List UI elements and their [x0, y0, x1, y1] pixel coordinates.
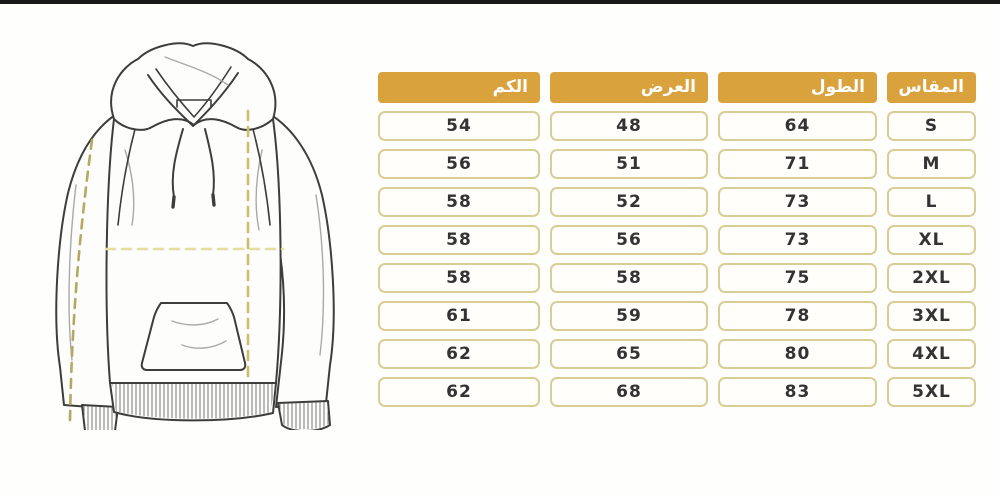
cell-L-sleeve: 58 — [378, 187, 540, 217]
cell-3XL-length: 78 — [718, 301, 877, 331]
cell-M-width: 51 — [550, 149, 708, 179]
cell-4XL-size: 4XL — [887, 339, 976, 369]
column-header-size: المقاس — [887, 72, 976, 103]
column-header-sleeve: الكم — [378, 72, 540, 103]
top-border-strip — [0, 0, 1000, 4]
cell-M-size: M — [887, 149, 976, 179]
cell-3XL-width: 59 — [550, 301, 708, 331]
cell-L-width: 52 — [550, 187, 708, 217]
cell-2XL-size: 2XL — [887, 263, 976, 293]
cell-S-sleeve: 54 — [378, 111, 540, 141]
hoodie-sketch — [30, 15, 370, 430]
cell-S-length: 64 — [718, 111, 877, 141]
cell-5XL-width: 68 — [550, 377, 708, 407]
cell-S-width: 48 — [550, 111, 708, 141]
cell-M-sleeve: 56 — [378, 149, 540, 179]
column-header-width: العرض — [550, 72, 708, 103]
cell-L-size: L — [887, 187, 976, 217]
cell-L-length: 73 — [718, 187, 877, 217]
cell-2XL-length: 75 — [718, 263, 877, 293]
cell-5XL-sleeve: 62 — [378, 377, 540, 407]
cell-3XL-sleeve: 61 — [378, 301, 540, 331]
cell-XL-sleeve: 58 — [378, 225, 540, 255]
cell-XL-width: 56 — [550, 225, 708, 255]
hood — [111, 43, 275, 129]
cell-5XL-length: 83 — [718, 377, 877, 407]
cell-4XL-length: 80 — [718, 339, 877, 369]
cell-XL-size: XL — [887, 225, 976, 255]
hem-band — [110, 383, 276, 420]
size-table — [378, 72, 976, 407]
cell-XL-length: 73 — [718, 225, 877, 255]
column-header-length: الطول — [718, 72, 877, 103]
cell-M-length: 71 — [718, 149, 877, 179]
cell-4XL-width: 65 — [550, 339, 708, 369]
cell-2XL-sleeve: 58 — [378, 263, 540, 293]
cell-2XL-width: 58 — [550, 263, 708, 293]
cell-5XL-size: 5XL — [887, 377, 976, 407]
cell-S-size: S — [887, 111, 976, 141]
cell-4XL-sleeve: 62 — [378, 339, 540, 369]
cell-3XL-size: 3XL — [887, 301, 976, 331]
kangaroo-pocket — [142, 303, 246, 370]
